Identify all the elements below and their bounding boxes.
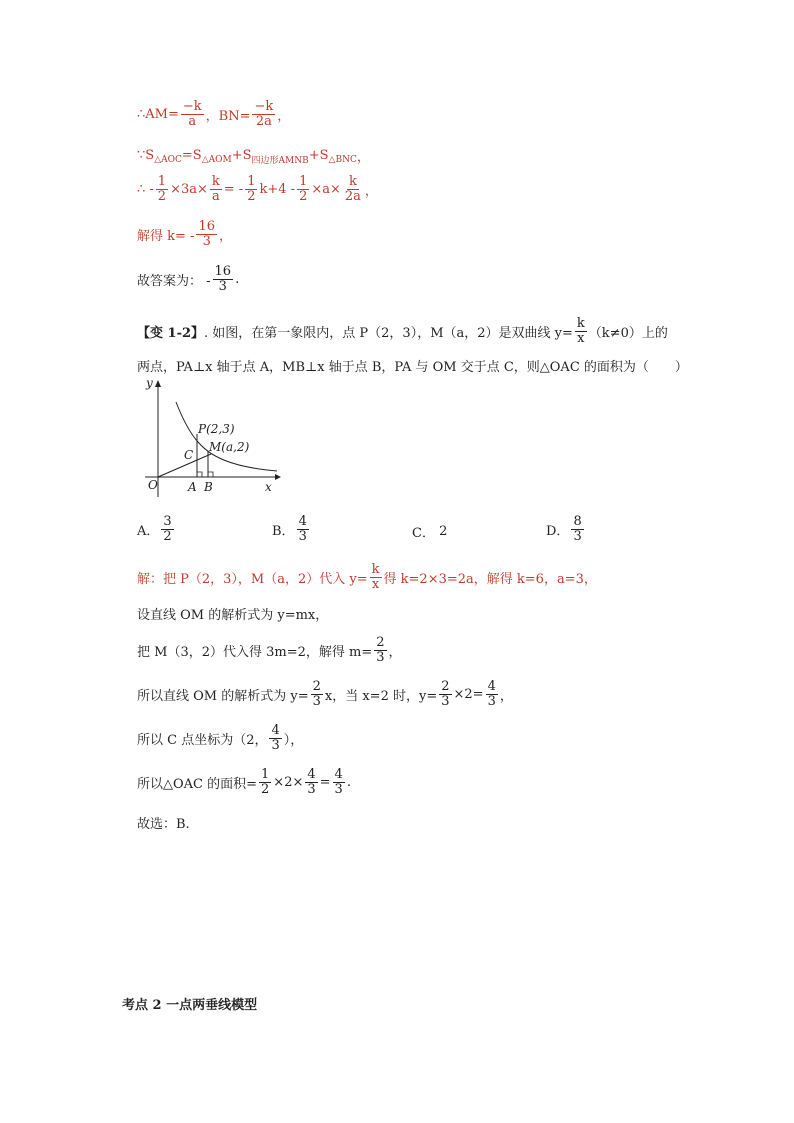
solution1-line3: ∴ - $\frac{1}{2}$ ×3a× $\frac{k}{a}$ = - $\frac{1}{2}$ k+4 - $\frac{1}{2}$ ×a× $\frac{k}{2a}$ ，: [137, 174, 378, 204]
solution1-line2: ∵S △AOC =S △AOM +S 四边形AMNB +S △BNC ，: [137, 148, 370, 166]
option-b[interactable]: B． $\frac{4}{3}$: [272, 514, 307, 544]
solution1-answer: 故答案为： - $\frac{16}{3}$ .: [137, 264, 240, 294]
origin-label: O: [148, 478, 158, 492]
right-angle-a: [197, 472, 202, 477]
point-m-label: M(a,2): [209, 440, 250, 454]
solution2-line1: 解：把 P（2，3），M（a，2）代入 y= $\frac{k}{x}$ 得 k=2×3=2a，解得 k=6，a=3，: [137, 562, 597, 592]
point-a-label: A: [188, 480, 197, 494]
option-a[interactable]: A． $\frac{3}{2}$: [137, 514, 172, 544]
y-axis-arrow: [155, 380, 161, 387]
solution2-line5: 所以 C 点坐标为（2， $\frac{4}{3}$ ），: [137, 723, 304, 753]
point-c-label: C: [184, 448, 194, 462]
point-b-label: B: [204, 480, 213, 494]
point-p-label: P(2,3): [198, 422, 235, 436]
y-axis-label: y: [146, 376, 153, 390]
solution2-line6: 所以△OAC 的面积= $\frac{1}{2}$ ×2× $\frac{4}{3}$ = $\frac{4}{3}$ .: [137, 767, 351, 797]
solution2-line3: 把 M（3，2）代入得 3m=2，解得 m= $\frac{2}{3}$ ，: [137, 635, 402, 665]
problem-line2: 两点，PA⊥x 轴于点 A，MB⊥x 轴于点 B，PA 与 OM 交于点 C，则△OAC 的面积为（ ）: [137, 360, 688, 375]
problem-line1: 【变 1-2】 . 如图，在第一象限内，点 P（2，3），M（a，2）是双曲线 y= $\frac{k}{x}$ （k≠0）上的: [137, 316, 668, 346]
solution2-line4: 所以直线 OM 的解析式为 y= $\frac{2}{3}$ x，当 x=2 时，y= $\frac{2}{3}$ ×2= $\frac{4}{3}$ ，: [137, 679, 513, 709]
option-d[interactable]: D． $\frac{8}{3}$: [546, 514, 582, 544]
solution1-line4: 解得 k= - $\frac{16}{3}$ ，: [137, 219, 232, 249]
hyperbola-figure: [135, 375, 295, 500]
x-axis-arrow: [275, 474, 281, 480]
right-angle-b: [208, 472, 213, 477]
solution2-line2: 设直线 OM 的解析式为 y=mx，: [137, 608, 329, 623]
solution2-answer: 故选：B.: [137, 817, 190, 832]
solution1-line1: ∴AM= $\frac{-k}{a}$ ，BN= $\frac{-k}{2a}$ ，: [137, 99, 291, 129]
section-heading: 考点 2 一点两垂线模型: [122, 998, 258, 1013]
option-c[interactable]: C． 2: [412, 524, 448, 541]
x-axis-label: x: [265, 480, 272, 494]
